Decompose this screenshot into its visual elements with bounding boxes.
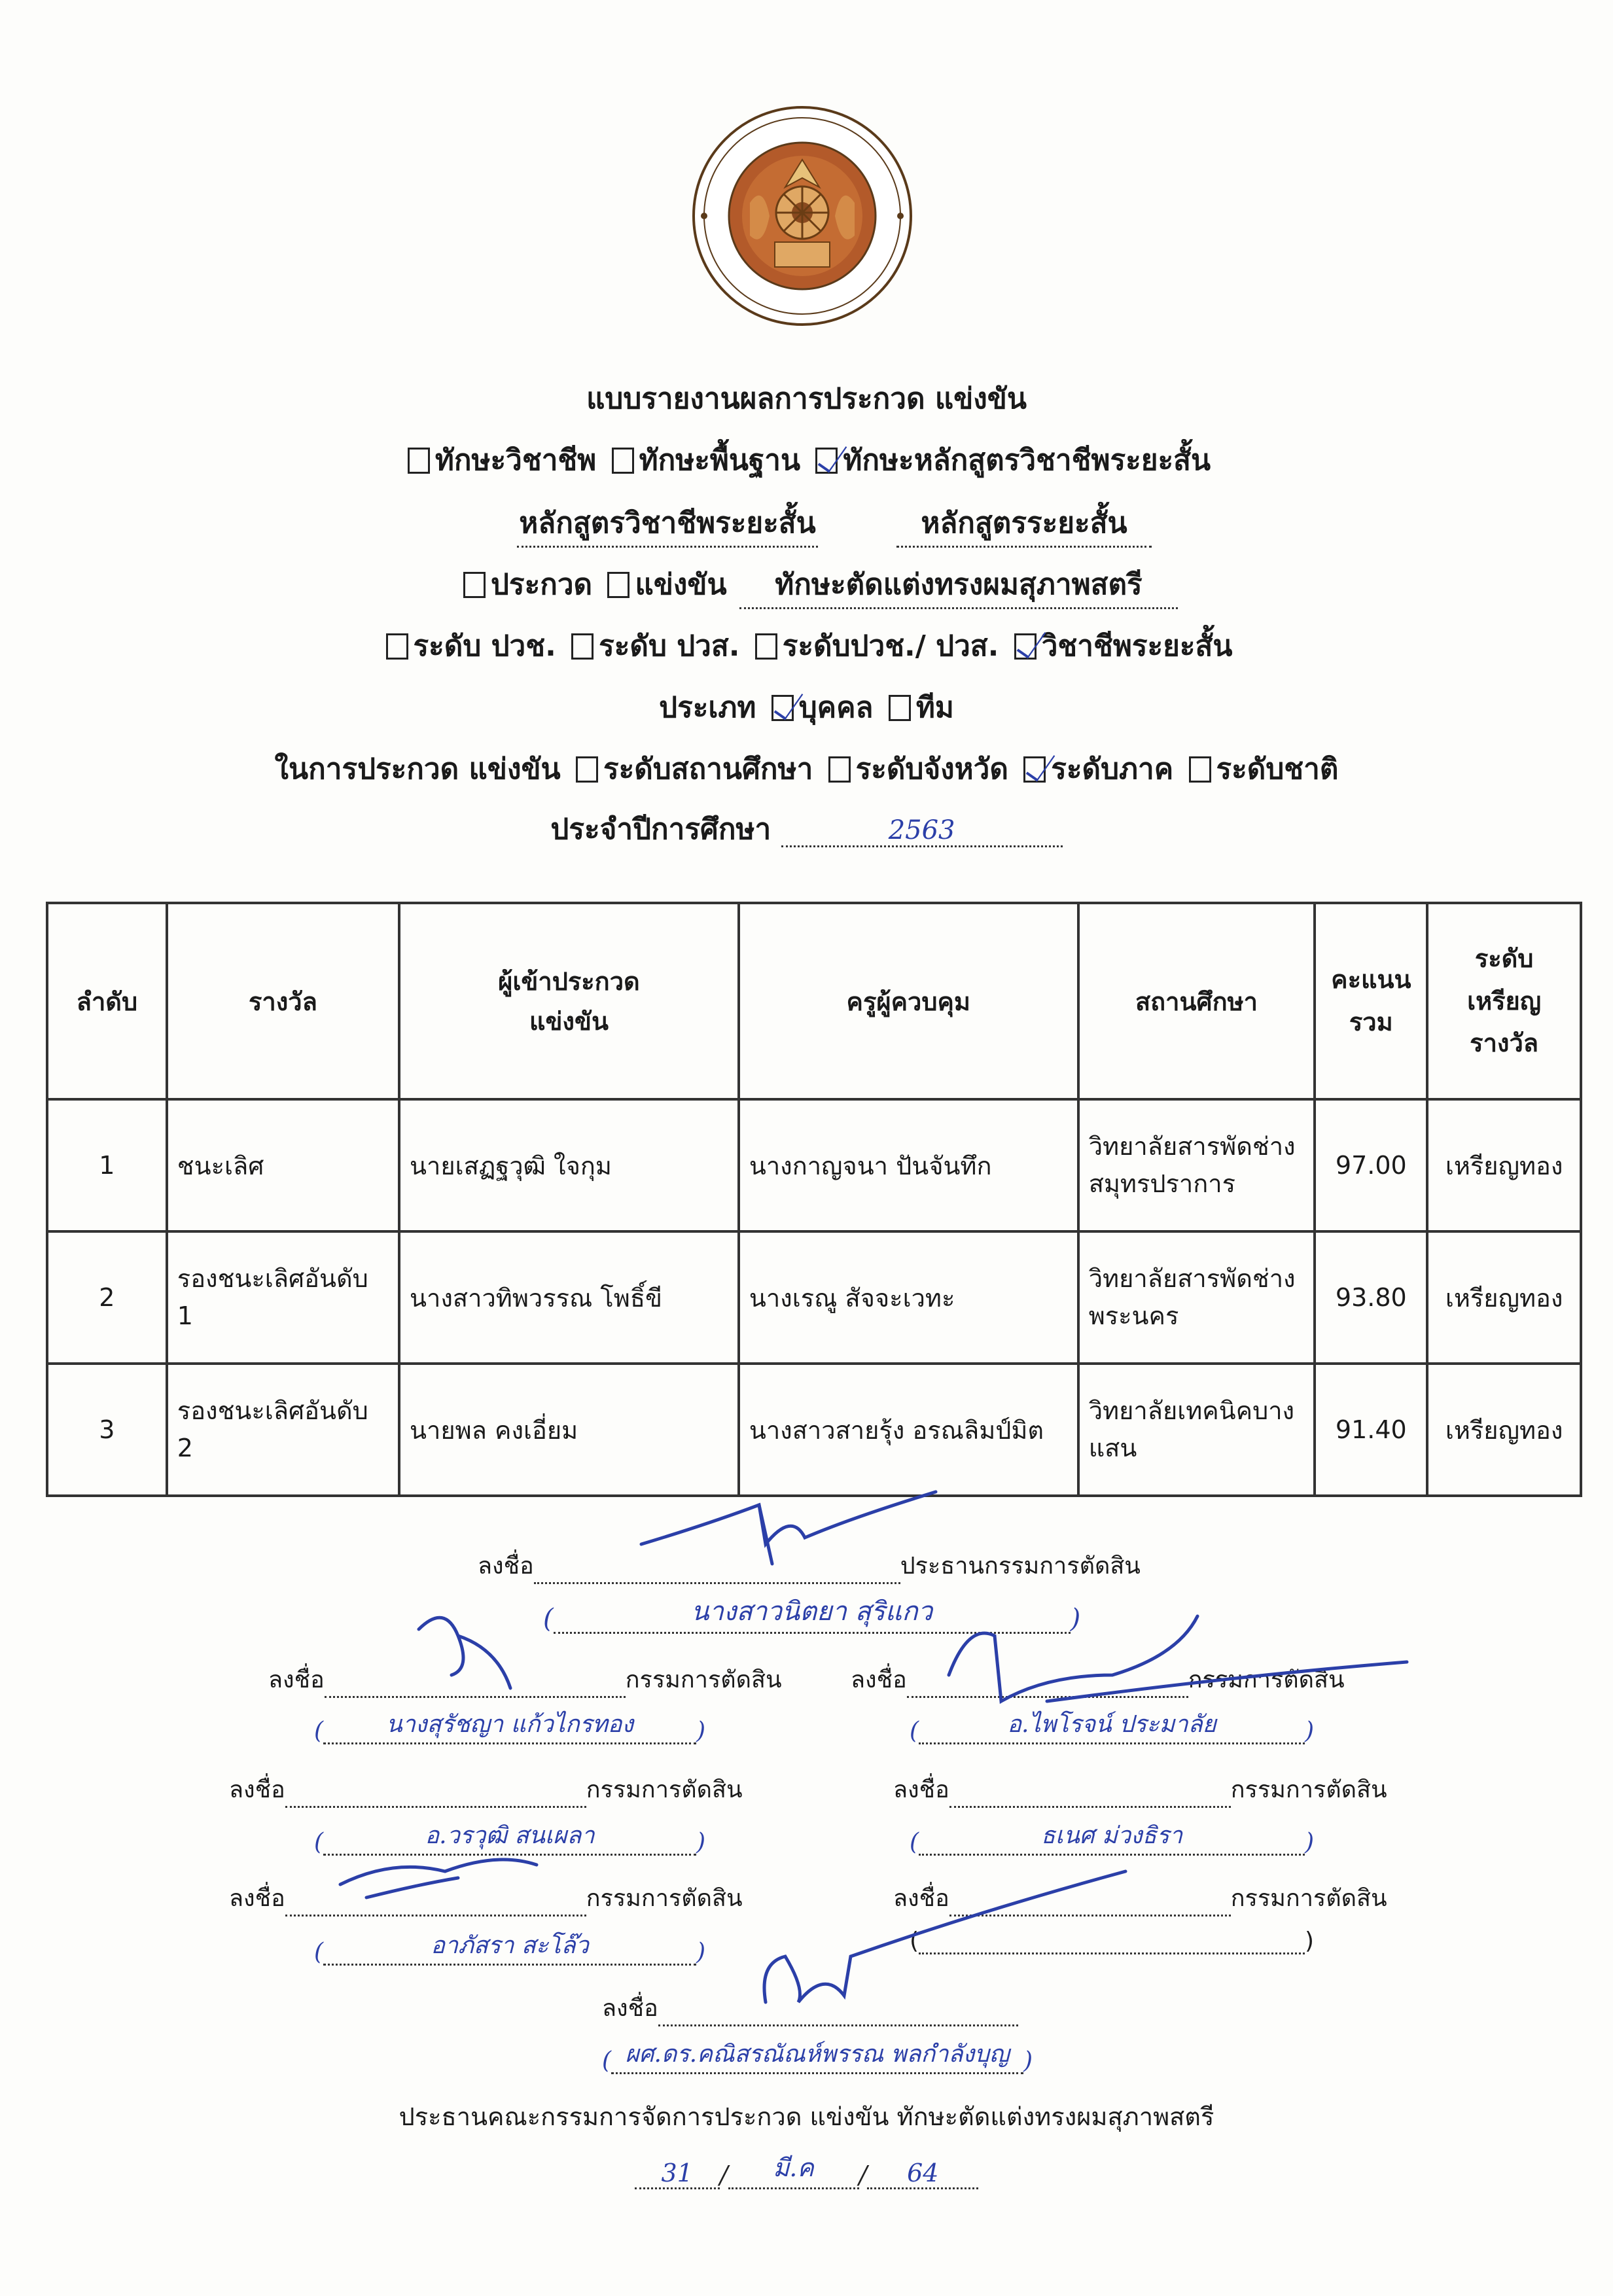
cell-contestant: นายเสฏฐวุฒิ ใจกุม — [399, 1099, 739, 1231]
header-institution: สถานศึกษา — [1078, 903, 1315, 1099]
sign-label: ลงชื่อ — [478, 1553, 534, 1580]
judge-left-1-row: ลงชื่อ กรรมการตัดสิน — [268, 1661, 782, 1698]
report-title: แบบรายงานผลการประกวด แข่งขัน — [586, 382, 1027, 415]
cell-award: ชนะเลิศ — [167, 1099, 399, 1231]
cell-award: รองชนะเลิศอันดับ 1 — [167, 1231, 399, 1364]
judge-right-1-row: ลงชื่อ กรรมการตัดสิน — [851, 1661, 1345, 1698]
year-label: ประจำปีการศึกษา — [550, 813, 771, 846]
header-teacher: ครูผู้ควบคุม — [739, 903, 1078, 1099]
header-contestant: ผู้เข้าประกวด แข่งขัน — [399, 903, 739, 1099]
cell-contestant: นายพล คงเอี่ยม — [399, 1364, 739, 1496]
label-contest-khaengkhan: แข่งขัน — [635, 568, 727, 601]
judge-left-1-name: ( นางสุรัชญา แก้วไกรทอง ) — [314, 1705, 705, 1744]
course-right: หลักสูตรระยะสั้น — [896, 500, 1152, 548]
cell-rank: 2 — [47, 1231, 167, 1364]
label-skill-vocational: ทักษะวิชาชีพ — [434, 444, 597, 477]
chair-name: ( นางสาวนิตยา สุริแกว ) — [543, 1590, 1080, 1634]
president-signature-row: ลงชื่อ — [602, 1989, 1018, 2026]
judge-right-2-row: ลงชื่อ กรรมการตัดสิน — [893, 1771, 1387, 1808]
label-skill-short-course: ทักษะหลักสูตรวิชาชีพระยะสั้น — [843, 444, 1211, 477]
label-scope-national: ระดับชาติ — [1216, 752, 1339, 786]
cell-rank: 1 — [47, 1099, 167, 1231]
judge-left-2-name: ( อ.วรวุฒิ สนเผลา ) — [314, 1816, 705, 1856]
label-level-pvc-pvs: ระดับปวช./ ปวส. — [782, 629, 999, 663]
cell-contestant: นางสาวทิพวรรณ โพธิ์ขี — [399, 1231, 739, 1364]
judge-right-1-name: ( อ.ไพโรจน์ ประมาลัย ) — [910, 1705, 1314, 1744]
cell-teacher: นางเรณู สัจจะเวทะ — [739, 1231, 1078, 1364]
cell-award: รองชนะเลิศอันดับ 2 — [167, 1364, 399, 1496]
judge-right-3-name: ( ) — [910, 1928, 1315, 1954]
judge-left-2-row: ลงชื่อ กรรมการตัดสิน — [229, 1771, 743, 1808]
judge-left-3-row: ลงชื่อ กรรมการตัดสิน — [229, 1879, 743, 1916]
cell-score: 97.00 — [1315, 1099, 1427, 1231]
president-role: ประธานคณะกรรมการจัดการประกวด แข่งขัน ทักษะตัดแต่งทรงผมสุภาพสตรี — [399, 2102, 1214, 2131]
judge-right-2-name: ( ธเนศ ม่วงธิรา ) — [910, 1816, 1314, 1856]
contest-skill-name: ทักษะตัดแต่งทรงผมสุภาพสตรี — [739, 561, 1178, 609]
header-rank: ลำดับ — [47, 903, 167, 1099]
cell-institution: วิทยาลัยสารพัดช่างพระนคร — [1078, 1231, 1315, 1364]
signing-date: 31 / มี.ค / 64 — [0, 2147, 1613, 2189]
cell-institution: วิทยาลัยสารพัดช่างสมุทรปราการ — [1078, 1099, 1315, 1231]
judge-left-3-name: ( อาภัสรา สะโล๊ว ) — [314, 1926, 705, 1966]
category-label: ประเภท — [659, 691, 756, 724]
label-scope-region: ระดับภาค — [1051, 752, 1174, 786]
cell-score: 91.40 — [1315, 1364, 1427, 1496]
header-medal: ระดับ เหรียญ รางวัล — [1427, 903, 1581, 1099]
course-left: หลักสูตรวิชาชีพระยะสั้น — [517, 500, 818, 548]
cell-medal: เหรียญทอง — [1427, 1364, 1581, 1496]
scope-label: ในการประกวด แข่งขัน — [274, 752, 561, 786]
label-scope-province: ระดับจังหวัด — [855, 752, 1008, 786]
cell-teacher: นางสาวสายรุ้ง อรณลิมป์มิต — [739, 1364, 1078, 1496]
label-level-pvs: ระดับ ปวส. — [599, 629, 740, 663]
cell-medal: เหรียญทอง — [1427, 1099, 1581, 1231]
label-contest-prakuat: ประกวด — [491, 568, 593, 601]
cell-medal: เหรียญทอง — [1427, 1231, 1581, 1364]
label-level-pvc: ระดับ ปวช. — [413, 629, 556, 663]
year-value: 2563 — [781, 815, 1063, 847]
label-level-short: วิชาชีพระยะสั้น — [1041, 629, 1233, 663]
judge-right-3-row: ลงชื่อ กรรมการตัดสิน — [893, 1879, 1387, 1916]
header-award: รางวัล — [167, 903, 399, 1099]
label-skill-basic: ทักษะพื้นฐาน — [639, 444, 801, 477]
cell-score: 93.80 — [1315, 1231, 1427, 1364]
cell-teacher: นางกาญจนา ปันจันทึก — [739, 1099, 1078, 1231]
label-category-individual: บุคคล — [798, 691, 874, 724]
cell-institution: วิทยาลัยเทคนิคบางแสน — [1078, 1364, 1315, 1496]
label-scope-institution: ระดับสถานศึกษา — [603, 752, 813, 786]
president-name: ( ผศ.ดร.คณิสรณัณห์พรรณ พลกำลังบุญ ) — [602, 2035, 1033, 2074]
header-score: คะแนน รวม — [1315, 903, 1427, 1099]
label-category-team: ทีม — [915, 691, 954, 724]
cell-rank: 3 — [47, 1364, 167, 1496]
chair-role: ประธานกรรมการตัดสิน — [900, 1553, 1141, 1580]
